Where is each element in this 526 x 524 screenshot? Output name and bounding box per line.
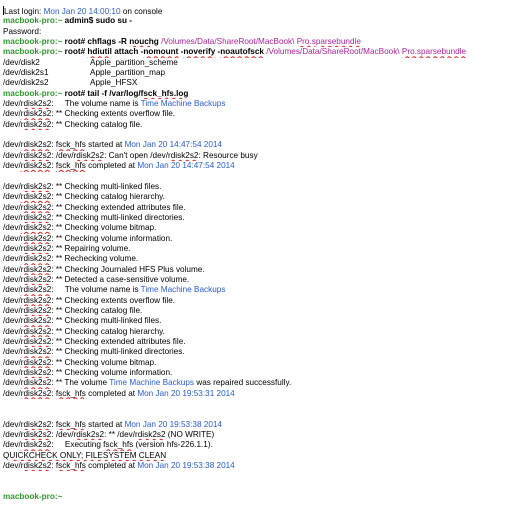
terminal-text: rdisk2s2 [73, 430, 105, 440]
terminal-line [3, 140, 526, 150]
terminal-text: rdisk2s2 [20, 233, 52, 243]
terminal-text: /dev/ [3, 378, 21, 388]
terminal-line [3, 471, 526, 481]
terminal-text: nomount [143, 47, 179, 57]
terminal-line [3, 440, 526, 450]
terminal-text: : ** Checking catalog file. [51, 119, 143, 129]
terminal-text: /dev/ [3, 368, 21, 378]
terminal-text: rdisk2s2 [20, 181, 52, 191]
terminal-text: rdisk2s2 [20, 430, 52, 440]
terminal-line [3, 482, 526, 492]
terminal-text: noautofsck [220, 47, 264, 57]
terminal-text: /dev/disk2 [3, 57, 40, 67]
terminal-text: rdisk2s2 [20, 202, 52, 212]
terminal-text: : The volume name is [51, 99, 141, 109]
terminal-text: fsck_hfs.log [140, 88, 189, 98]
terminal-text: : The volume name is [51, 285, 141, 295]
terminal-line [3, 120, 526, 130]
terminal-text: rdisk2s2 [20, 388, 52, 398]
terminal-text: : ** Checking extended attributes file. [51, 202, 186, 212]
terminal-line [3, 409, 526, 419]
terminal-text: : ** Checking catalog file. [51, 305, 143, 315]
terminal-line [3, 68, 526, 78]
terminal-text: : ** Checking Journaled HFS Plus volume. [51, 264, 205, 274]
terminal-line [3, 461, 526, 471]
terminal-line [3, 389, 526, 399]
terminal-text: Last login: [4, 7, 44, 16]
terminal-text: : ** The volume [51, 378, 110, 388]
terminal-line [3, 337, 526, 347]
terminal-text: : ** Checking volume information. [51, 368, 173, 378]
terminal-text: : /dev/ [51, 150, 74, 160]
file-path: Pro.sparsebundle [296, 37, 361, 47]
terminal-text: rdisk2s2 [73, 150, 105, 160]
terminal-line [3, 109, 526, 119]
terminal-text: /dev/ [3, 388, 21, 398]
terminal-text: Password: [3, 26, 42, 36]
terminal-text: completed at [85, 461, 138, 471]
terminal-text: - [215, 47, 221, 57]
terminal-line [3, 27, 526, 37]
date-link[interactable]: Mon Jan 20 14:47:54 2014 [124, 140, 222, 150]
terminal-text: started at [85, 419, 125, 429]
terminal-text: : ** /dev/ [104, 430, 136, 440]
terminal-line [3, 378, 526, 388]
terminal-text: was repaired successfully. [194, 378, 292, 388]
date-link[interactable]: Mon Jan 20 19:53:38 2014 [137, 461, 235, 471]
terminal-line [3, 347, 526, 357]
terminal-text: /dev/ [3, 316, 21, 326]
terminal-line [3, 492, 526, 502]
terminal-line [3, 182, 526, 192]
terminal-text: /dev/ [3, 233, 21, 243]
terminal-text: /dev/ [3, 109, 21, 119]
terminal-line [3, 213, 526, 223]
terminal-text: : ** Checking multi-linked directories. [51, 212, 185, 222]
terminal-text: /dev/ [3, 274, 21, 284]
terminal-text: rdisk2s2 [20, 285, 52, 295]
terminal-text: rdisk2s2 [20, 461, 52, 471]
terminal-text: /dev/ [3, 326, 21, 336]
terminal-text: rdisk2s2 [20, 223, 52, 233]
terminal-line [3, 234, 526, 244]
terminal-text: : ** Checking catalog hierarchy. [51, 326, 165, 336]
terminal-text: /dev/ [3, 357, 21, 367]
terminal-line [3, 265, 526, 275]
terminal-line [3, 430, 526, 440]
terminal-text: /dev/ [3, 440, 21, 450]
terminal-line [3, 285, 526, 295]
terminal-text: rdisk2s2 [20, 212, 52, 222]
terminal-text: : ** Checking catalog hierarchy. [51, 192, 165, 202]
terminal-text: Apple_HFSX [90, 78, 138, 88]
terminal-line [3, 223, 526, 233]
terminal-text: rdisk2s2 [20, 264, 52, 274]
terminal-text: rdisk2s2 [20, 119, 52, 129]
terminal-text: fsck_hfs [55, 419, 86, 429]
terminal-text: rdisk2s2 [20, 337, 52, 346]
terminal-line [3, 306, 526, 316]
terminal-text: /dev/ [3, 212, 21, 222]
terminal-line [3, 161, 526, 171]
terminal-text: : ** Checking multi-linked files. [51, 316, 162, 326]
terminal-text: /dev/ [3, 161, 21, 171]
terminal-line [3, 420, 526, 430]
terminal-text: : /dev/ [51, 430, 74, 440]
terminal-line [3, 316, 526, 326]
terminal-text: rdisk2s2 [20, 140, 52, 150]
terminal-line [3, 6, 526, 16]
terminal-line [3, 58, 526, 68]
terminal-line [3, 16, 526, 26]
terminal-text: fsck_hfs [55, 140, 86, 150]
terminal-text: on console [120, 7, 163, 16]
terminal-line [3, 47, 526, 57]
terminal-text: /dev/ [3, 419, 21, 429]
terminal-line [3, 151, 526, 161]
terminal-text: /dev/disk2s1 [3, 68, 49, 78]
terminal-line [3, 172, 526, 182]
terminal-text: rdisk2s2 [20, 243, 52, 253]
terminal-text: rdisk2s2 [20, 440, 52, 450]
terminal-text: hdiutil [87, 47, 112, 57]
terminal-line [3, 399, 526, 409]
terminal-text: rdisk2s2 [20, 378, 52, 388]
terminal-text: Apple_partition_map [90, 68, 166, 78]
terminal-text: /dev/ [3, 337, 21, 346]
terminal-text: : ** Checking volume bitmap. [51, 223, 157, 233]
terminal-text: : [51, 140, 56, 150]
date-link[interactable]: Mon Jan 20 19:53:38 2014 [124, 419, 222, 429]
terminal-text: : ** Checking extents overflow file. [51, 109, 176, 119]
terminal-text: fsck_hfs [103, 440, 134, 450]
terminal-text: /dev/ [3, 430, 21, 440]
terminal-text: : [51, 419, 56, 429]
date-link[interactable]: Time Machine Backups [109, 378, 195, 388]
date-link[interactable]: Mon Jan 20 14:47:54 2014 [137, 161, 235, 171]
terminal-text: fsck_hfs [55, 461, 86, 471]
terminal-text: : ** Checking volume information. [51, 233, 173, 243]
terminal-text: : [51, 161, 56, 171]
terminal-text: : ** Checking multi-linked files. [51, 181, 162, 191]
terminal-line [3, 358, 526, 368]
date-link[interactable]: Time Machine Backups [140, 99, 226, 109]
terminal-text: rdisk2s2 [20, 305, 52, 315]
terminal-text: rdisk2s2 [20, 99, 52, 109]
shell-prompt: macbook-pro:~ [3, 37, 63, 47]
terminal-text: admin$ sudo su - [62, 16, 132, 26]
terminal-line [3, 451, 526, 461]
terminal-text: rdisk2s2 [20, 109, 52, 119]
terminal-text: : [51, 461, 56, 471]
terminal-text: /dev/ [3, 305, 21, 315]
shell-prompt: macbook-pro:~ [3, 16, 63, 26]
terminal-text: : Resource busy [198, 150, 258, 160]
terminal-text: : ** Checking volume bitmap. [51, 357, 157, 367]
terminal-text: fsck_hfs [55, 161, 86, 171]
terminal-text: rdisk2s2 [20, 274, 52, 284]
file-path: /Volumes/Data/ShareRoot/MacBook\ [158, 37, 297, 47]
terminal-text: /dev/ [3, 295, 21, 305]
terminal-text: rdisk2s2 [20, 254, 52, 264]
terminal-text: /dev/ [3, 99, 21, 109]
terminal-text: rdisk2s2 [20, 419, 52, 429]
shell-prompt: macbook-pro:~ [3, 492, 63, 502]
terminal-text: /dev/ [3, 150, 21, 160]
terminal-line [3, 99, 526, 109]
terminal-text: rdisk2s2 [20, 326, 52, 336]
terminal-text: /dev/ [3, 119, 21, 129]
shell-prompt: macbook-pro:~ [3, 47, 63, 57]
file-path: /Volumes/Data/ShareRoot/MacBook\ [263, 47, 402, 57]
terminal-text: rdisk2s2 [20, 347, 52, 357]
terminal-text: /dev/ [3, 140, 21, 150]
terminal-text: : ** Checking multi-linked directories. [51, 347, 185, 357]
terminal-line [3, 296, 526, 306]
terminal-text: : ** Checking extents overflow file. [51, 295, 176, 305]
terminal-line [3, 244, 526, 254]
terminal-text: rdisk2s2 [20, 161, 52, 171]
terminal-text: rdisk2s2 [20, 316, 52, 326]
terminal-text: rdisk2s2 [20, 150, 52, 160]
terminal-text: rdisk2s2 [20, 368, 52, 378]
terminal-text: /dev/ [3, 223, 21, 233]
terminal-text: QUICKCHECK ONLY; FILESYSTEM CLEAN [3, 450, 167, 460]
terminal-text: (NO WRITE) [165, 430, 215, 440]
terminal-text: /dev/ [3, 243, 21, 253]
shell-prompt: macbook-pro:~ [3, 88, 63, 98]
terminal-text: rdisk2s2 [20, 357, 52, 367]
terminal-line [3, 275, 526, 285]
terminal-line [3, 130, 526, 140]
date-link[interactable]: Time Machine Backups [140, 285, 226, 295]
terminal-text: rdisk2s2 [20, 295, 52, 305]
terminal-text: fsck_hfs [55, 388, 86, 398]
file-path: Pro.sparsebundle [401, 47, 467, 57]
terminal-text: /dev/ [3, 254, 21, 264]
date-link[interactable]: Mon Jan 20 14:00:10 [43, 7, 121, 16]
terminal-text: root# [62, 47, 88, 57]
terminal-text: root# tail -f /var/log/ [62, 88, 141, 98]
terminal-text: : ** Checking extended attributes file. [51, 337, 186, 346]
terminal-text: nouchg [129, 37, 159, 47]
terminal-text: : ** Repairing volume. [51, 243, 131, 253]
terminal-text: Apple_partition_scheme [90, 57, 178, 67]
terminal-text: : Executing [51, 440, 104, 450]
terminal-text: noverify [183, 47, 216, 57]
terminal-line [3, 203, 526, 213]
terminal-text: /dev/ [3, 461, 21, 471]
terminal-text: /dev/disk2s2 [3, 78, 49, 88]
terminal-text: completed at [85, 388, 138, 398]
terminal-text: /dev/ [3, 264, 21, 274]
terminal-line [3, 37, 526, 47]
terminal-text: /dev/ [3, 347, 21, 357]
terminal-line [3, 368, 526, 378]
terminal-line [3, 192, 526, 202]
terminal-text: attach - [111, 47, 144, 57]
terminal-text: /dev/ [3, 285, 21, 295]
terminal-text: /dev/ [3, 192, 21, 202]
terminal-line [3, 89, 526, 99]
terminal-text: rdisk2s2 [135, 430, 166, 440]
terminal-text: rdisk2s2 [168, 150, 199, 160]
date-link[interactable]: Mon Jan 20 19:53:31 2014 [137, 388, 235, 398]
terminal-line [3, 78, 526, 88]
terminal-line [3, 254, 526, 264]
terminal-text: (version hfs-226.1.1). [133, 440, 213, 450]
terminal-text: : ** Detected a case-sensitive volume. [51, 274, 190, 284]
terminal-text: : [51, 388, 56, 398]
terminal-line [3, 327, 526, 337]
terminal-text: /dev/ [3, 181, 21, 191]
terminal-text: - [178, 47, 184, 57]
terminal-text: : ** Rechecking volume. [51, 254, 139, 264]
terminal-text: rdisk2s2 [20, 192, 52, 202]
terminal-text: completed at [85, 161, 138, 171]
terminal-text: /dev/ [3, 202, 21, 212]
terminal-text: root# chflags -R [62, 37, 130, 47]
terminal-text: : Can't open /dev/ [104, 150, 168, 160]
terminal-text: started at [85, 140, 125, 150]
